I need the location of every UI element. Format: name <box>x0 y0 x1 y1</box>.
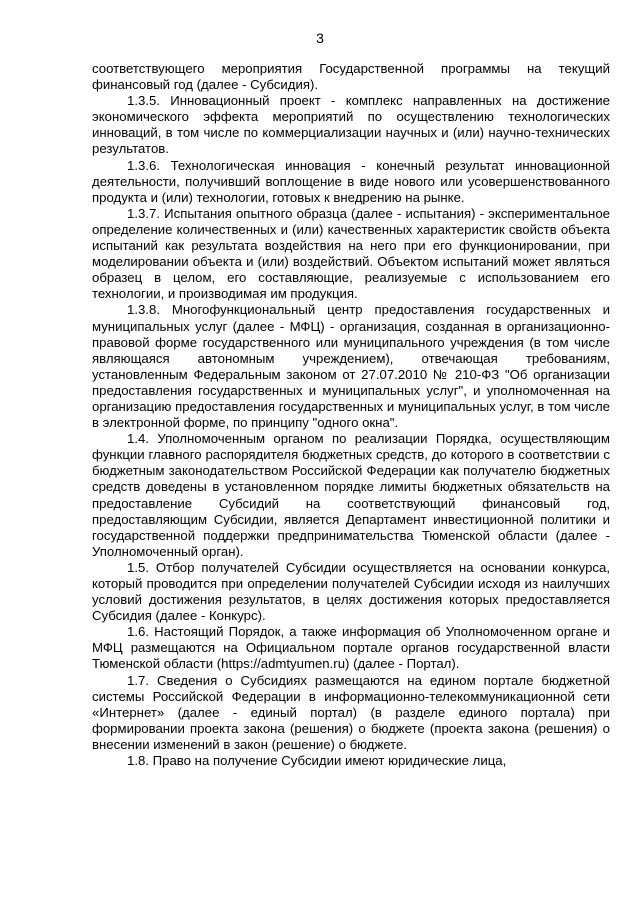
paragraph-1-3-5: 1.3.5. Инновационный проект - комплекс направленных на достижение экономического эффекта мероприятий по осуществлению технологических инноваций, в том числе по коммерциализации научных и (или) научно-технических результатов. <box>92 93 610 157</box>
page-number: 3 <box>316 30 324 46</box>
paragraph-1-3-8: 1.3.8. Многофункциональный центр предоставления государственных и муниципальных услуг (далее - МФЦ) - организация, созданная в организационно-правовой форме государственного или муниципального учреждения (в том числе являющаяся автономным учреждением), отвечающая требованиям, установленным Федеральным законом от 27.07.2010 № 210-ФЗ "Об организации предоставления государственных и муниципальных услуг", и уполномоченная на организацию предоставления государственных и муниципальных услуг, в том числе в электронной форме, по принципу "одного окна". <box>92 302 610 431</box>
paragraph-1-8: 1.8. Право на получение Субсидии имеют юридические лица, <box>127 753 507 769</box>
paragraph-1-4: 1.4. Уполномоченным органом по реализации Порядка, осуществляющим функции главного распорядителя бюджетных средств, до которого в соответствии с бюджетным законодательством Российской Федерации как получателю бюджетных средств доведены в установленном порядке лимиты бюджетных обязательств на предоставление Субсидий на соответствующий финансовый год, предоставляющим Субсидии, является Департамент инвестиционной политики и государственной поддержки предпринимательства Тюменской области (далее - Уполномоченный орган). <box>92 431 610 559</box>
document-body <box>92 61 610 769</box>
paragraph-1-5: 1.5. Отбор получателей Субсидии осуществляется на основании конкурса, который проводится при определении получателей Субсидии исходя из наилучших условий достижения результатов, в целях достижения которых предоставляется Субсидия (далее - Конкурс). <box>92 559 610 624</box>
paragraph-1-3-7: 1.3.7. Испытания опытного образца (далее - испытания) - экспериментальное определение количественных и (или) качественных характеристик свойств объекта испытаний как результата воздействия на него при его функционировании, при моделировании объекта и (или) воздействий. Объектом испытаний может являться образец в целом, его составляющие, реализуемые с использованием его технологии, и производимая им продукция. <box>92 205 610 302</box>
paragraph-1-7: 1.7. Сведения о Субсидиях размещаются на едином портале бюджетной системы Российской Федерации в информационно-телекоммуникационной сети «Интернет» (далее - единый портал) (в разделе единого портала) при формировании проекта закона (решения) о бюджете (проекта закона (решения) о внесении изменений в закон (решение) о бюджете. <box>92 672 610 752</box>
paragraph-continuation: соответствующего мероприятия Государственной программы на текущий финансовый год (далее - Субсидия). <box>92 61 610 93</box>
paragraph-1-3-6: 1.3.6. Технологическая инновация - конечный результат инновационной деятельности, получивший воплощение в виде нового или усовершенствованного продукта и (или) технологии, готовых к внедрению на рынке. <box>92 157 610 205</box>
paragraph-1-6: 1.6. Настоящий Порядок, а также информация об Уполномоченном органе и МФЦ размещаются на Официальном портале органов государственной власти Тюменской области (https://admtyumen.ru) (далее - Портал). <box>92 624 610 672</box>
